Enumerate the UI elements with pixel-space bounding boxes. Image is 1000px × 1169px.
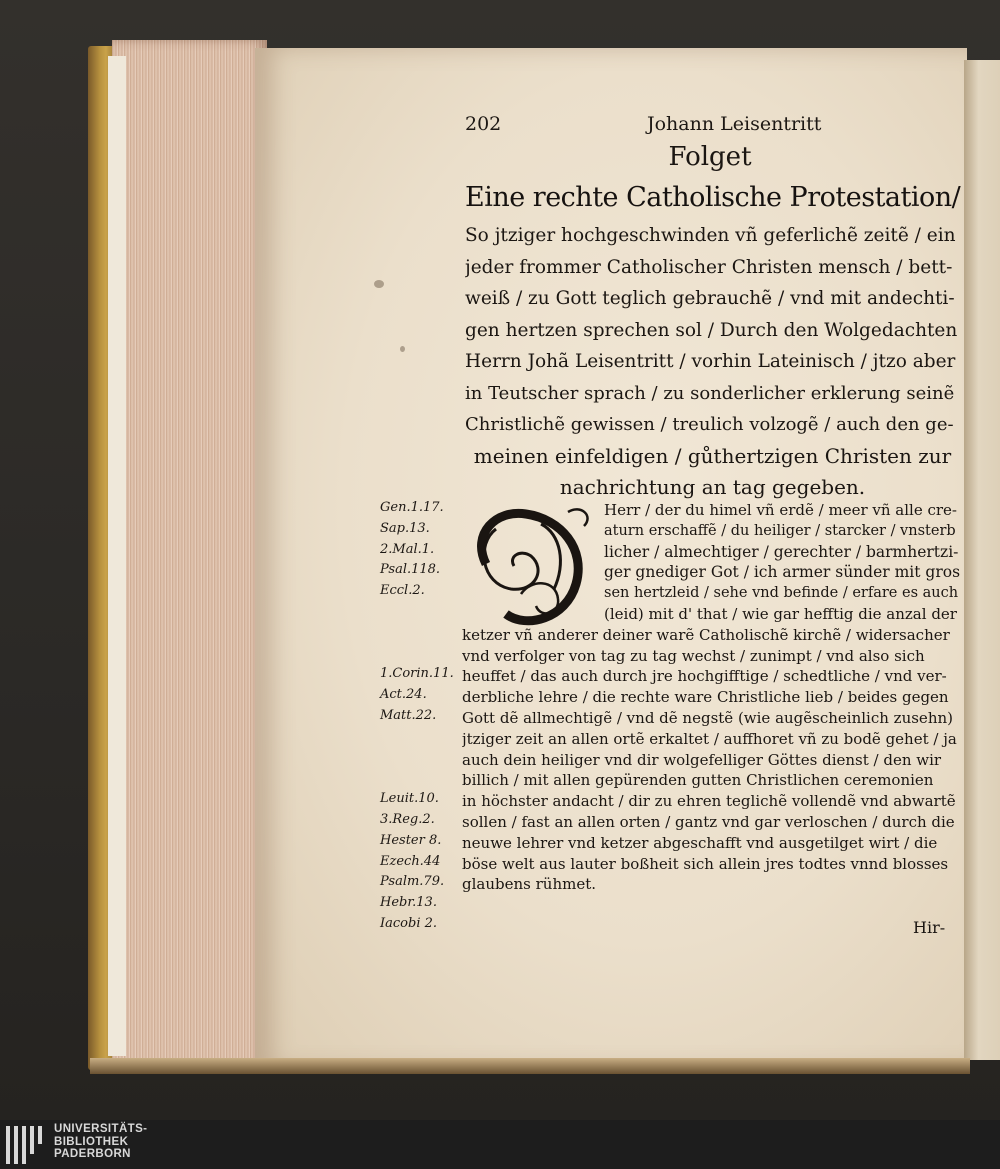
body-line: Gott dẽ allmechtigẽ / vnd dẽ negstẽ (wie augẽscheinlich zusehn) — [462, 709, 953, 727]
page-block-edges — [112, 40, 267, 1070]
margin-reference: Sap.13. — [380, 520, 430, 536]
margin-reference: Iacobi 2. — [380, 916, 438, 931]
institution-line: PADERBORN — [54, 1148, 131, 1160]
body-line: ketzer vñ anderer deiner warẽ Catholischẽ kirchẽ / widersacher — [462, 625, 950, 644]
margin-reference: Leuit.10. — [380, 791, 439, 807]
section-heading: Folget — [668, 142, 752, 172]
body-line: in höchster andacht / dir zu ehren teglichẽ vollendẽ vnd abwartẽ — [462, 792, 956, 811]
body-line: derbliche lehre / die rechte ware Christliche lieb / beides gegen — [462, 688, 949, 707]
body-line: ger gnediger Got / ich armer sünder mit gros — [604, 563, 960, 582]
title-paragraph-line: meinen einfeldigen / gůthertzigen Christen zur — [473, 443, 952, 468]
flyleaf — [108, 56, 126, 1056]
body-line: (leid) mit d' that / wie gar hefftig die anzal der — [604, 605, 957, 623]
body-line: vnd verfolger von tag zu tag wechst / zunimpt / vnd also sich — [462, 646, 925, 665]
institution-name — [54, 1123, 147, 1161]
body-line: jtziger zeit an allen ortẽ erkaltet / auffhoret vñ zu bodẽ gehet / ja — [462, 729, 957, 748]
margin-reference: Gen.1.17. — [380, 500, 444, 515]
catchword: Hir- — [913, 918, 946, 937]
page-number: 202 — [465, 113, 502, 135]
body-line: böse welt aus lauter boßheit sich allein jres todtes vnnd blosses — [462, 854, 949, 873]
margin-reference: Ezech.44 — [380, 853, 441, 869]
margin-reference: Hebr.13. — [380, 895, 437, 911]
paper-stain — [374, 280, 384, 288]
title-paragraph-line: in Teutscher sprach / zu sonderlicher erklerung seinẽ — [465, 382, 955, 404]
body-line: licher / almechtiger / gerechter / barmhertzi- — [604, 542, 959, 561]
title-paragraph-line: Herrn Johã Leisentritt / vorhin Lateinisch / jtzo aber — [465, 351, 956, 372]
margin-reference: 1.Corin.11. — [380, 666, 454, 682]
body-line: heuffet / das auch durch jre hochgifftige / schedtliche / vnd ver- — [462, 667, 947, 686]
title-paragraph-line: So jtziger hochgeschwinden vñ geferlichẽ zeitẽ / ein — [465, 225, 956, 246]
decorated-initial — [466, 494, 598, 634]
institution-line: UNIVERSITÄTS- — [54, 1123, 148, 1135]
title-paragraph-line: jeder frommer Catholischer Christen mensch / bett- — [465, 256, 953, 278]
body-line: billich / mit allen gepürenden gutten Christlichen ceremonien — [462, 771, 934, 790]
title-paragraph-line: Christlichẽ gewissen / treulich volzogẽ / auch den ge- — [465, 414, 954, 435]
margin-reference: Psal.118. — [380, 562, 441, 578]
document-title: Eine rechte Catholische Protestation/ — [465, 182, 961, 213]
footer-bar — [0, 1120, 1000, 1169]
running-head: Johann Leisentritt — [647, 113, 822, 135]
page-header — [465, 113, 825, 141]
margin-reference: Psalm.79. — [380, 874, 445, 890]
body-line: auch dein heiliger vnd dir wolgefelliger Göttes dienst / den wir — [462, 750, 942, 769]
margin-reference: Act.24. — [380, 687, 427, 703]
body-line: aturn erschaffẽ / du heiliger / starcker / vnsterb — [604, 522, 956, 539]
library-logo-icon — [6, 1124, 46, 1166]
title-paragraph-line: gen hertzen sprechen sol / Durch den Wolgedachten — [465, 319, 958, 341]
margin-reference: 3.Reg.2. — [380, 812, 435, 827]
margin-reference: Eccl.2. — [380, 583, 425, 599]
margin-reference: Hester 8. — [380, 832, 442, 848]
body-line: Herr / der du himel vñ erdẽ / meer vñ alle cre- — [604, 501, 957, 519]
margin-reference: Matt.22. — [380, 708, 437, 723]
body-line: sollen / fast an allen orten / gantz vnd gar verloschen / durch die — [462, 813, 955, 831]
paper-stain — [400, 346, 405, 352]
title-paragraph — [465, 220, 960, 504]
title-paragraph-line: nachrichtung an tag gegeben. — [559, 475, 866, 499]
institution-line: BIBLIOTHEK — [54, 1135, 129, 1148]
title-paragraph-line: weiß / zu Gott teglich gebrauchẽ / vnd mit andechti- — [465, 288, 955, 309]
margin-reference: 2.Mal.1. — [380, 541, 435, 557]
facing-page-edge — [964, 60, 1000, 1060]
body-line: neuwe lehrer vnd ketzer abgeschafft vnd ausgetilget wirt / die — [462, 833, 938, 852]
book-bottom-edge — [90, 1058, 970, 1074]
body-line: sen hertzleid / sehe vnd befinde / erfare es auch — [604, 585, 959, 602]
body-line: glaubens rühmet. — [462, 875, 596, 894]
